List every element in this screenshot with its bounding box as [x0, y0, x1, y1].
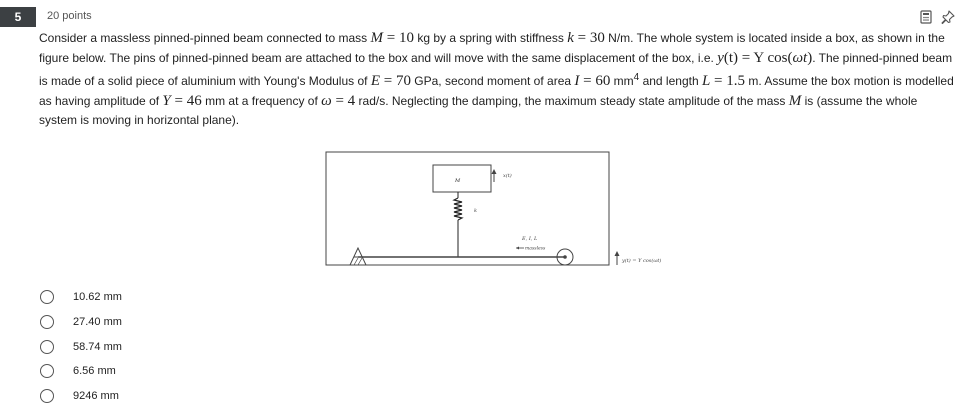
answer-option[interactable] [40, 310, 122, 335]
answer-option[interactable] [40, 334, 122, 359]
question-tools [918, 9, 956, 25]
system-figure [323, 148, 693, 273]
radio-button[interactable] [40, 315, 54, 329]
box [326, 152, 609, 265]
answer-option[interactable] [40, 359, 122, 384]
answer-options [40, 285, 122, 408]
mass-block [433, 165, 491, 192]
question-points: 20 points [47, 10, 92, 22]
pin-icon[interactable] [940, 9, 956, 25]
beam-props-label: E, I, L [522, 236, 538, 242]
question-text: Consider a massless pinned-pinned beam connected to mass M = 10 kg by a spring with stiffness k = 30 N/m. The whole system is located inside a box, as shown in the figure below. The pins of pinned-pinned beam are attached to the box and will move with the same displacement of the box, i.e. y(t) = Y cos(ωt). The pinned-pinned beam is made of a solid piece of aluminium with Young's Modulus of E = 70 GPa, second moment of area I = 60 $mm^4$ and length L = 1.5 m. Assume the box motion is modelled as having amplitude of Y = 46 mm at a frequency of ω = 4 rad/s. Neglecting the damping, the maximum steady state amplitude of the mass M is (assume the whole system is moving in horizontal plane). [39, 30, 954, 127]
xt-label: x(t) [503, 173, 512, 179]
spring [454, 192, 462, 257]
answer-option[interactable] [40, 285, 122, 310]
calculator-icon[interactable] [918, 9, 934, 25]
radio-button[interactable] [40, 389, 54, 403]
option-label: 27.40 mm [73, 316, 122, 329]
mass-label: M [455, 178, 461, 184]
radio-button[interactable] [40, 340, 54, 354]
option-label: 6.56 mm [73, 365, 116, 378]
radio-button[interactable] [40, 290, 54, 304]
box-motion-label: y(t) = Y cos(ωt) [622, 258, 662, 264]
spring-label: k [474, 208, 478, 214]
question-number: 5 [0, 7, 36, 27]
beam-note-label: massless [525, 246, 546, 252]
radio-button[interactable] [40, 364, 54, 378]
option-label: 10.62 mm [73, 291, 122, 304]
option-label: 9246 mm [73, 390, 119, 403]
option-label: 58.74 mm [73, 340, 122, 353]
answer-option[interactable] [40, 384, 122, 409]
